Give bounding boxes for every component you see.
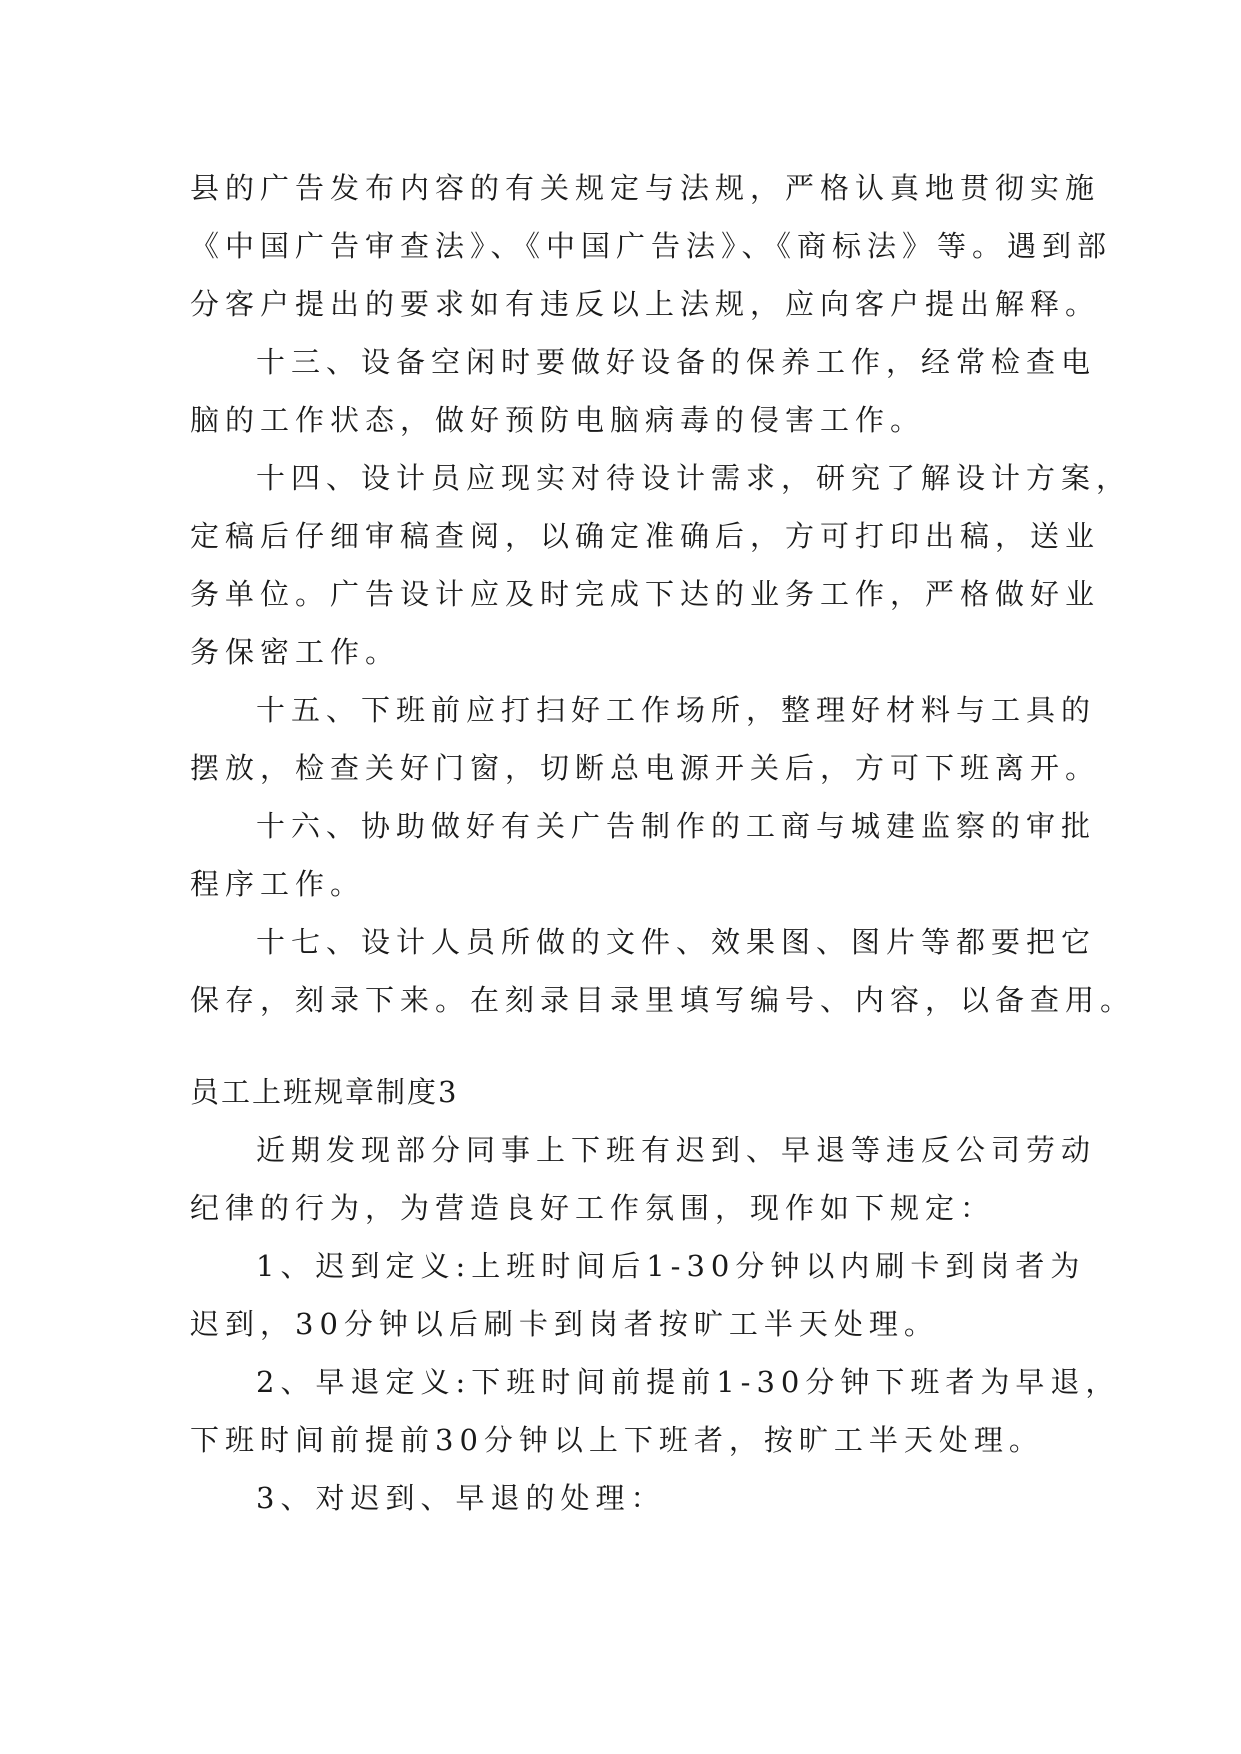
paragraph-line: 迟到，30分钟以后刷卡到岗者按旷工半天处理。	[190, 1307, 939, 1341]
paragraph-line: 定稿后仔细审稿查阅，以确定准确后，方可打印出稿，送业	[190, 519, 1101, 553]
paragraph-line: 摆放，检查关好门窗，切断总电源开关后，方可下班离开。	[190, 751, 1101, 785]
paragraph-line: 务保密工作。	[190, 635, 401, 669]
section-heading: 员工上班规章制度3	[190, 1075, 459, 1109]
paragraph-line: 1、迟到定义:上班时间后1-30分钟以内刷卡到岗者为	[256, 1249, 1086, 1283]
paragraph-line: 十三、设备空闲时要做好设备的保养工作，经常检查电	[256, 345, 1097, 379]
paragraph-line: 务单位。广告设计应及时完成下达的业务工作，严格做好业	[190, 577, 1101, 611]
paragraph-line: 《中国广告审查法》、《中国广告法》、《商标法》等。遇到部	[190, 229, 1113, 263]
paragraph-line: 十五、下班前应打扫好工作场所，整理好材料与工具的	[256, 693, 1097, 727]
paragraph-line: 分客户提出的要求如有违反以上法规，应向客户提出解释。	[190, 287, 1101, 321]
paragraph-line: 十六、协助做好有关广告制作的工商与城建监察的审批	[256, 809, 1097, 843]
paragraph-line: 下班时间前提前30分钟以上下班者，按旷工半天处理。	[190, 1423, 1044, 1457]
paragraph-line: 十七、设计人员所做的文件、效果图、图片等都要把它	[256, 925, 1097, 959]
paragraph-line: 程序工作。	[190, 867, 366, 901]
paragraph-line: 3、对迟到、早退的处理：	[256, 1481, 666, 1515]
paragraph-line: 脑的工作状态，做好预防电脑病毒的侵害工作。	[190, 403, 926, 437]
paragraph-line: 纪律的行为，为营造良好工作氛围，现作如下规定：	[190, 1191, 996, 1225]
paragraph-line: 县的广告发布内容的有关规定与法规，严格认真地贯彻实施	[190, 171, 1101, 205]
paragraph-line: 十四、设计员应现实对待设计需求，研究了解设计方案，	[256, 461, 1132, 495]
paragraph-line: 2、早退定义:下班时间前提前1-30分钟下班者为早退，	[256, 1365, 1121, 1399]
paragraph-line: 保存，刻录下来。在刻录目录里填写编号、内容，以备查用。	[190, 983, 1136, 1017]
paragraph-line: 近期发现部分同事上下班有迟到、早退等违反公司劳动	[256, 1133, 1097, 1167]
